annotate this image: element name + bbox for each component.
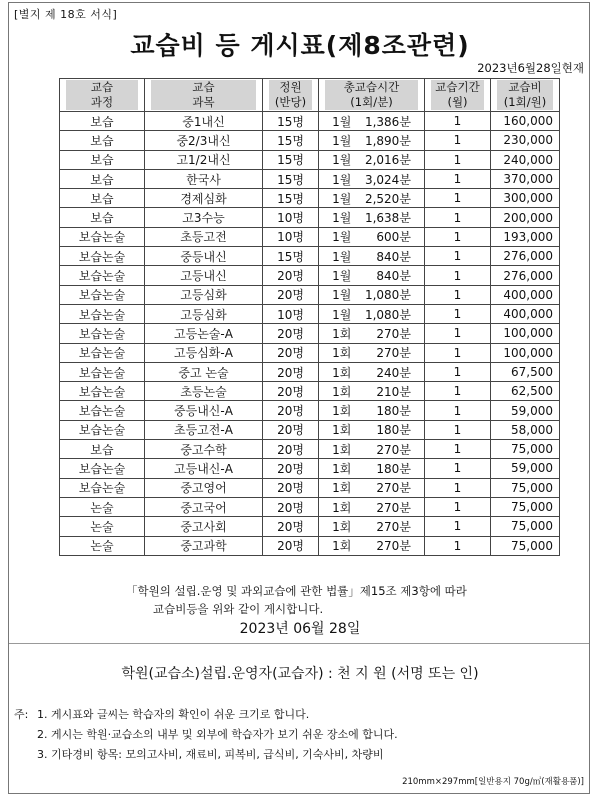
fee-cell: 67,500	[491, 362, 560, 381]
course-cell: 보습논술	[60, 401, 145, 420]
hours-value: 240	[376, 365, 400, 380]
divider	[9, 643, 589, 644]
current-date: 2023년6월28일현재	[477, 61, 584, 75]
period-cell: 1	[425, 247, 491, 266]
hours-min-unit: 분	[399, 519, 411, 534]
fee-cell: 400,000	[491, 304, 560, 323]
course-cell: 보습논술	[60, 420, 145, 439]
header-cell: 총교습시간 (1회/분)	[319, 79, 425, 112]
hours-value: 210	[376, 384, 400, 399]
fee-cell: 75,000	[491, 440, 560, 459]
hours-min-unit: 분	[399, 481, 411, 496]
hours-min-unit: 분	[399, 461, 411, 476]
hours-cell	[319, 440, 425, 459]
hours-cell	[319, 266, 425, 285]
course-cell: 보습논술	[60, 324, 145, 343]
subject-cell: 고등심화	[145, 304, 263, 323]
fee-cell: 160,000	[491, 112, 560, 131]
table-row	[60, 382, 560, 401]
capacity-cell: 15명	[263, 189, 319, 208]
period-cell: 1	[425, 169, 491, 188]
hours-cell	[319, 150, 425, 169]
hours-unit: 1월	[332, 211, 352, 226]
period-cell: 1	[425, 227, 491, 246]
hours-value: 270	[376, 346, 400, 361]
hours-unit: 1회	[332, 481, 352, 496]
table-row	[60, 536, 560, 555]
capacity-cell: 20명	[263, 266, 319, 285]
period-cell: 1	[425, 478, 491, 497]
capacity-cell: 10명	[263, 208, 319, 227]
table-row	[60, 150, 560, 169]
hours-cell	[319, 497, 425, 516]
table-row	[60, 440, 560, 459]
table-row	[60, 401, 560, 420]
hours-min-unit: 분	[399, 326, 411, 341]
period-cell: 1	[425, 459, 491, 478]
subject-cell: 중고 논술	[145, 362, 263, 381]
capacity-cell: 20명	[263, 324, 319, 343]
hours-value: 270	[376, 539, 400, 554]
capacity-cell: 10명	[263, 304, 319, 323]
course-cell: 보습논술	[60, 247, 145, 266]
fee-cell: 276,000	[491, 247, 560, 266]
capacity-cell: 20명	[263, 517, 319, 536]
subject-cell: 고3수능	[145, 208, 263, 227]
hours-unit: 1회	[332, 326, 352, 341]
hours-unit: 1월	[332, 114, 352, 129]
subject-cell: 고등내신	[145, 266, 263, 285]
capacity-cell: 10명	[263, 227, 319, 246]
notes-prefix: 주:	[14, 708, 29, 721]
hours-min-unit: 분	[399, 384, 411, 399]
hours-cell	[319, 227, 425, 246]
hours-unit: 1월	[332, 307, 352, 322]
hours-min-unit: 분	[399, 191, 411, 206]
course-cell: 보습논술	[60, 478, 145, 497]
fee-table	[59, 78, 560, 556]
hours-cell	[319, 285, 425, 304]
table-row	[60, 497, 560, 516]
course-cell: 논술	[60, 536, 145, 555]
capacity-cell: 20명	[263, 382, 319, 401]
table-row	[60, 343, 560, 362]
capacity-cell: 20명	[263, 401, 319, 420]
hours-unit: 1월	[332, 249, 352, 264]
subject-cell: 중고사회	[145, 517, 263, 536]
hours-cell	[319, 478, 425, 497]
hours-cell	[319, 189, 425, 208]
fee-cell: 400,000	[491, 285, 560, 304]
form-label: [별지 제 18호 서식]	[14, 8, 118, 21]
course-cell: 보습논술	[60, 285, 145, 304]
hours-min-unit: 분	[399, 269, 411, 284]
header-cell: 교습기간 (월)	[425, 79, 491, 112]
hours-value: 270	[376, 481, 400, 496]
hours-cell	[319, 420, 425, 439]
table-row	[60, 478, 560, 497]
capacity-cell: 20명	[263, 536, 319, 555]
hours-min-unit: 분	[399, 307, 411, 322]
hours-unit: 1회	[332, 423, 352, 438]
fee-cell: 75,000	[491, 536, 560, 555]
fee-cell: 75,000	[491, 478, 560, 497]
hours-value: 180	[376, 423, 400, 438]
hours-min-unit: 분	[399, 172, 411, 187]
hours-value: 2,520	[364, 191, 400, 206]
subject-cell: 중등내신	[145, 247, 263, 266]
table-row	[60, 304, 560, 323]
hours-unit: 1월	[332, 153, 352, 168]
hours-value: 180	[376, 461, 400, 476]
header-cell: 정원 (반당)	[263, 79, 319, 112]
subject-cell: 고등내신-A	[145, 459, 263, 478]
hours-min-unit: 분	[399, 500, 411, 515]
hours-unit: 1월	[332, 230, 352, 245]
period-cell: 1	[425, 440, 491, 459]
hours-value: 840	[376, 269, 400, 284]
hours-unit: 1회	[332, 500, 352, 515]
period-cell: 1	[425, 208, 491, 227]
hours-min-unit: 분	[399, 133, 411, 148]
subject-cell: 경제심화	[145, 189, 263, 208]
hours-unit: 1회	[332, 404, 352, 419]
subject-cell: 중1내신	[145, 112, 263, 131]
header-cell: 교습 과목	[145, 79, 263, 112]
hours-unit: 1월	[332, 172, 352, 187]
capacity-cell: 15명	[263, 169, 319, 188]
hours-cell	[319, 112, 425, 131]
course-cell: 보습	[60, 189, 145, 208]
period-cell: 1	[425, 536, 491, 555]
fee-cell: 62,500	[491, 382, 560, 401]
course-cell: 보습	[60, 440, 145, 459]
table-row	[60, 189, 560, 208]
hours-cell	[319, 459, 425, 478]
fee-cell: 100,000	[491, 324, 560, 343]
page-title: 교습비 등 게시표(제8조관련)	[130, 31, 470, 60]
hours-value: 270	[376, 326, 400, 341]
hours-min-unit: 분	[399, 249, 411, 264]
hours-value: 1,638	[364, 211, 400, 226]
capacity-cell: 20명	[263, 362, 319, 381]
hours-unit: 1회	[332, 461, 352, 476]
legal-line: 「학원의 설립.운영 및 과외교습에 관한 법률」제15조 제3항에 따라	[126, 584, 467, 598]
fee-cell: 370,000	[491, 169, 560, 188]
hours-value: 840	[376, 249, 400, 264]
hours-value: 3,024	[364, 172, 400, 187]
table-row	[60, 169, 560, 188]
hours-value: 1,080	[364, 307, 400, 322]
hours-value: 1,890	[364, 133, 400, 148]
subject-cell: 중2/3내신	[145, 131, 263, 150]
hours-min-unit: 분	[399, 404, 411, 419]
subject-cell: 중고과학	[145, 536, 263, 555]
table-row	[60, 112, 560, 131]
header-cell: 교습 과정	[60, 79, 145, 112]
hours-min-unit: 분	[399, 539, 411, 554]
course-cell: 논술	[60, 517, 145, 536]
hours-unit: 1월	[332, 269, 352, 284]
hours-cell	[319, 536, 425, 555]
note-item: 3. 기타경비 항목: 모의고사비, 재료비, 피복비, 급식비, 기숙사비, 차량비	[37, 748, 384, 761]
sign-date: 2023년 06월 28일	[239, 621, 361, 637]
fee-cell: 193,000	[491, 227, 560, 246]
fee-cell: 58,000	[491, 420, 560, 439]
course-cell: 보습논술	[60, 362, 145, 381]
hours-unit: 1월	[332, 191, 352, 206]
hours-min-unit: 분	[399, 423, 411, 438]
hours-value: 270	[376, 500, 400, 515]
subject-cell: 중고영어	[145, 478, 263, 497]
table-row	[60, 362, 560, 381]
hours-cell	[319, 304, 425, 323]
capacity-cell: 20명	[263, 343, 319, 362]
hours-value: 2,016	[364, 153, 400, 168]
table-row	[60, 227, 560, 246]
legal-line: 교습비등을 위와 같이 게시합니다.	[153, 602, 324, 616]
hours-cell	[319, 169, 425, 188]
hours-cell	[319, 401, 425, 420]
period-cell: 1	[425, 420, 491, 439]
capacity-cell: 15명	[263, 131, 319, 150]
hours-min-unit: 분	[399, 230, 411, 245]
fee-cell: 240,000	[491, 150, 560, 169]
hours-cell	[319, 131, 425, 150]
subject-cell: 고1/2내신	[145, 150, 263, 169]
period-cell: 1	[425, 112, 491, 131]
period-cell: 1	[425, 189, 491, 208]
hours-cell	[319, 517, 425, 536]
hours-unit: 1회	[332, 519, 352, 534]
capacity-cell: 20명	[263, 285, 319, 304]
course-cell: 보습	[60, 150, 145, 169]
period-cell: 1	[425, 497, 491, 516]
fee-cell: 300,000	[491, 189, 560, 208]
fee-cell: 59,000	[491, 459, 560, 478]
hours-unit: 1월	[332, 288, 352, 303]
hours-unit: 1회	[332, 365, 352, 380]
period-cell: 1	[425, 401, 491, 420]
course-cell: 논술	[60, 497, 145, 516]
subject-cell: 초등논술	[145, 382, 263, 401]
fee-cell: 75,000	[491, 497, 560, 516]
subject-cell: 초등고전-A	[145, 420, 263, 439]
operator-signature-line: 학원(교습소)설립.운영자(교습자) : 천 지 원 (서명 또는 인)	[121, 666, 479, 682]
fee-cell: 59,000	[491, 401, 560, 420]
hours-cell	[319, 362, 425, 381]
period-cell: 1	[425, 362, 491, 381]
table-row	[60, 285, 560, 304]
table-row	[60, 459, 560, 478]
hours-cell	[319, 343, 425, 362]
hours-unit: 1회	[332, 539, 352, 554]
table-row	[60, 131, 560, 150]
period-cell: 1	[425, 285, 491, 304]
course-cell: 보습	[60, 131, 145, 150]
course-cell: 보습논술	[60, 304, 145, 323]
hours-unit: 1회	[332, 346, 352, 361]
capacity-cell: 20명	[263, 497, 319, 516]
period-cell: 1	[425, 304, 491, 323]
hours-min-unit: 분	[399, 211, 411, 226]
note-item: 1. 게시표와 글씨는 학습자의 확인이 쉬운 크기로 합니다.	[37, 708, 310, 721]
header-cell: 교습비 (1회/원)	[491, 79, 560, 112]
table-row	[60, 247, 560, 266]
fee-cell: 276,000	[491, 266, 560, 285]
hours-min-unit: 분	[399, 442, 411, 457]
hours-value: 600	[376, 230, 400, 245]
capacity-cell: 20명	[263, 440, 319, 459]
subject-cell: 고등심화	[145, 285, 263, 304]
subject-cell: 초등고전	[145, 227, 263, 246]
subject-cell: 중고수학	[145, 440, 263, 459]
hours-unit: 1회	[332, 442, 352, 457]
table-row	[60, 420, 560, 439]
hours-cell	[319, 324, 425, 343]
subject-cell: 고등심화-A	[145, 343, 263, 362]
table-row	[60, 517, 560, 536]
hours-value: 180	[376, 404, 400, 419]
hours-value: 270	[376, 519, 400, 534]
period-cell: 1	[425, 150, 491, 169]
subject-cell: 중고국어	[145, 497, 263, 516]
fee-cell: 75,000	[491, 517, 560, 536]
hours-cell	[319, 247, 425, 266]
course-cell: 보습논술	[60, 227, 145, 246]
hours-value: 1,386	[364, 114, 400, 129]
period-cell: 1	[425, 131, 491, 150]
hours-cell	[319, 382, 425, 401]
capacity-cell: 20명	[263, 478, 319, 497]
hours-value: 270	[376, 442, 400, 457]
period-cell: 1	[425, 324, 491, 343]
capacity-cell: 20명	[263, 420, 319, 439]
hours-min-unit: 분	[399, 153, 411, 168]
hours-min-unit: 분	[399, 114, 411, 129]
course-cell: 보습논술	[60, 343, 145, 362]
course-cell: 보습	[60, 208, 145, 227]
table-row	[60, 324, 560, 343]
course-cell: 보습	[60, 112, 145, 131]
fee-cell: 230,000	[491, 131, 560, 150]
table-header-row	[60, 79, 560, 112]
subject-cell: 한국사	[145, 169, 263, 188]
fee-cell: 200,000	[491, 208, 560, 227]
table-row	[60, 266, 560, 285]
period-cell: 1	[425, 266, 491, 285]
capacity-cell: 15명	[263, 150, 319, 169]
course-cell: 보습	[60, 169, 145, 188]
hours-unit: 1회	[332, 384, 352, 399]
paper-spec: 210mm×297mm[일반용지 70g/㎡(재활용품)]	[402, 777, 584, 787]
period-cell: 1	[425, 517, 491, 536]
table-row	[60, 208, 560, 227]
course-cell: 보습논술	[60, 266, 145, 285]
hours-cell	[319, 208, 425, 227]
capacity-cell: 20명	[263, 459, 319, 478]
course-cell: 보습논술	[60, 459, 145, 478]
capacity-cell: 15명	[263, 247, 319, 266]
hours-min-unit: 분	[399, 365, 411, 380]
hours-unit: 1월	[332, 133, 352, 148]
period-cell: 1	[425, 382, 491, 401]
hours-min-unit: 분	[399, 346, 411, 361]
fee-cell: 100,000	[491, 343, 560, 362]
subject-cell: 고등논술-A	[145, 324, 263, 343]
hours-value: 1,080	[364, 288, 400, 303]
subject-cell: 중등내신-A	[145, 401, 263, 420]
hours-min-unit: 분	[399, 288, 411, 303]
note-item: 2. 게시는 학원·교습소의 내부 및 외부에 학습자가 보기 쉬운 장소에 합니다.	[37, 728, 398, 741]
capacity-cell: 15명	[263, 112, 319, 131]
course-cell: 보습논술	[60, 382, 145, 401]
period-cell: 1	[425, 343, 491, 362]
